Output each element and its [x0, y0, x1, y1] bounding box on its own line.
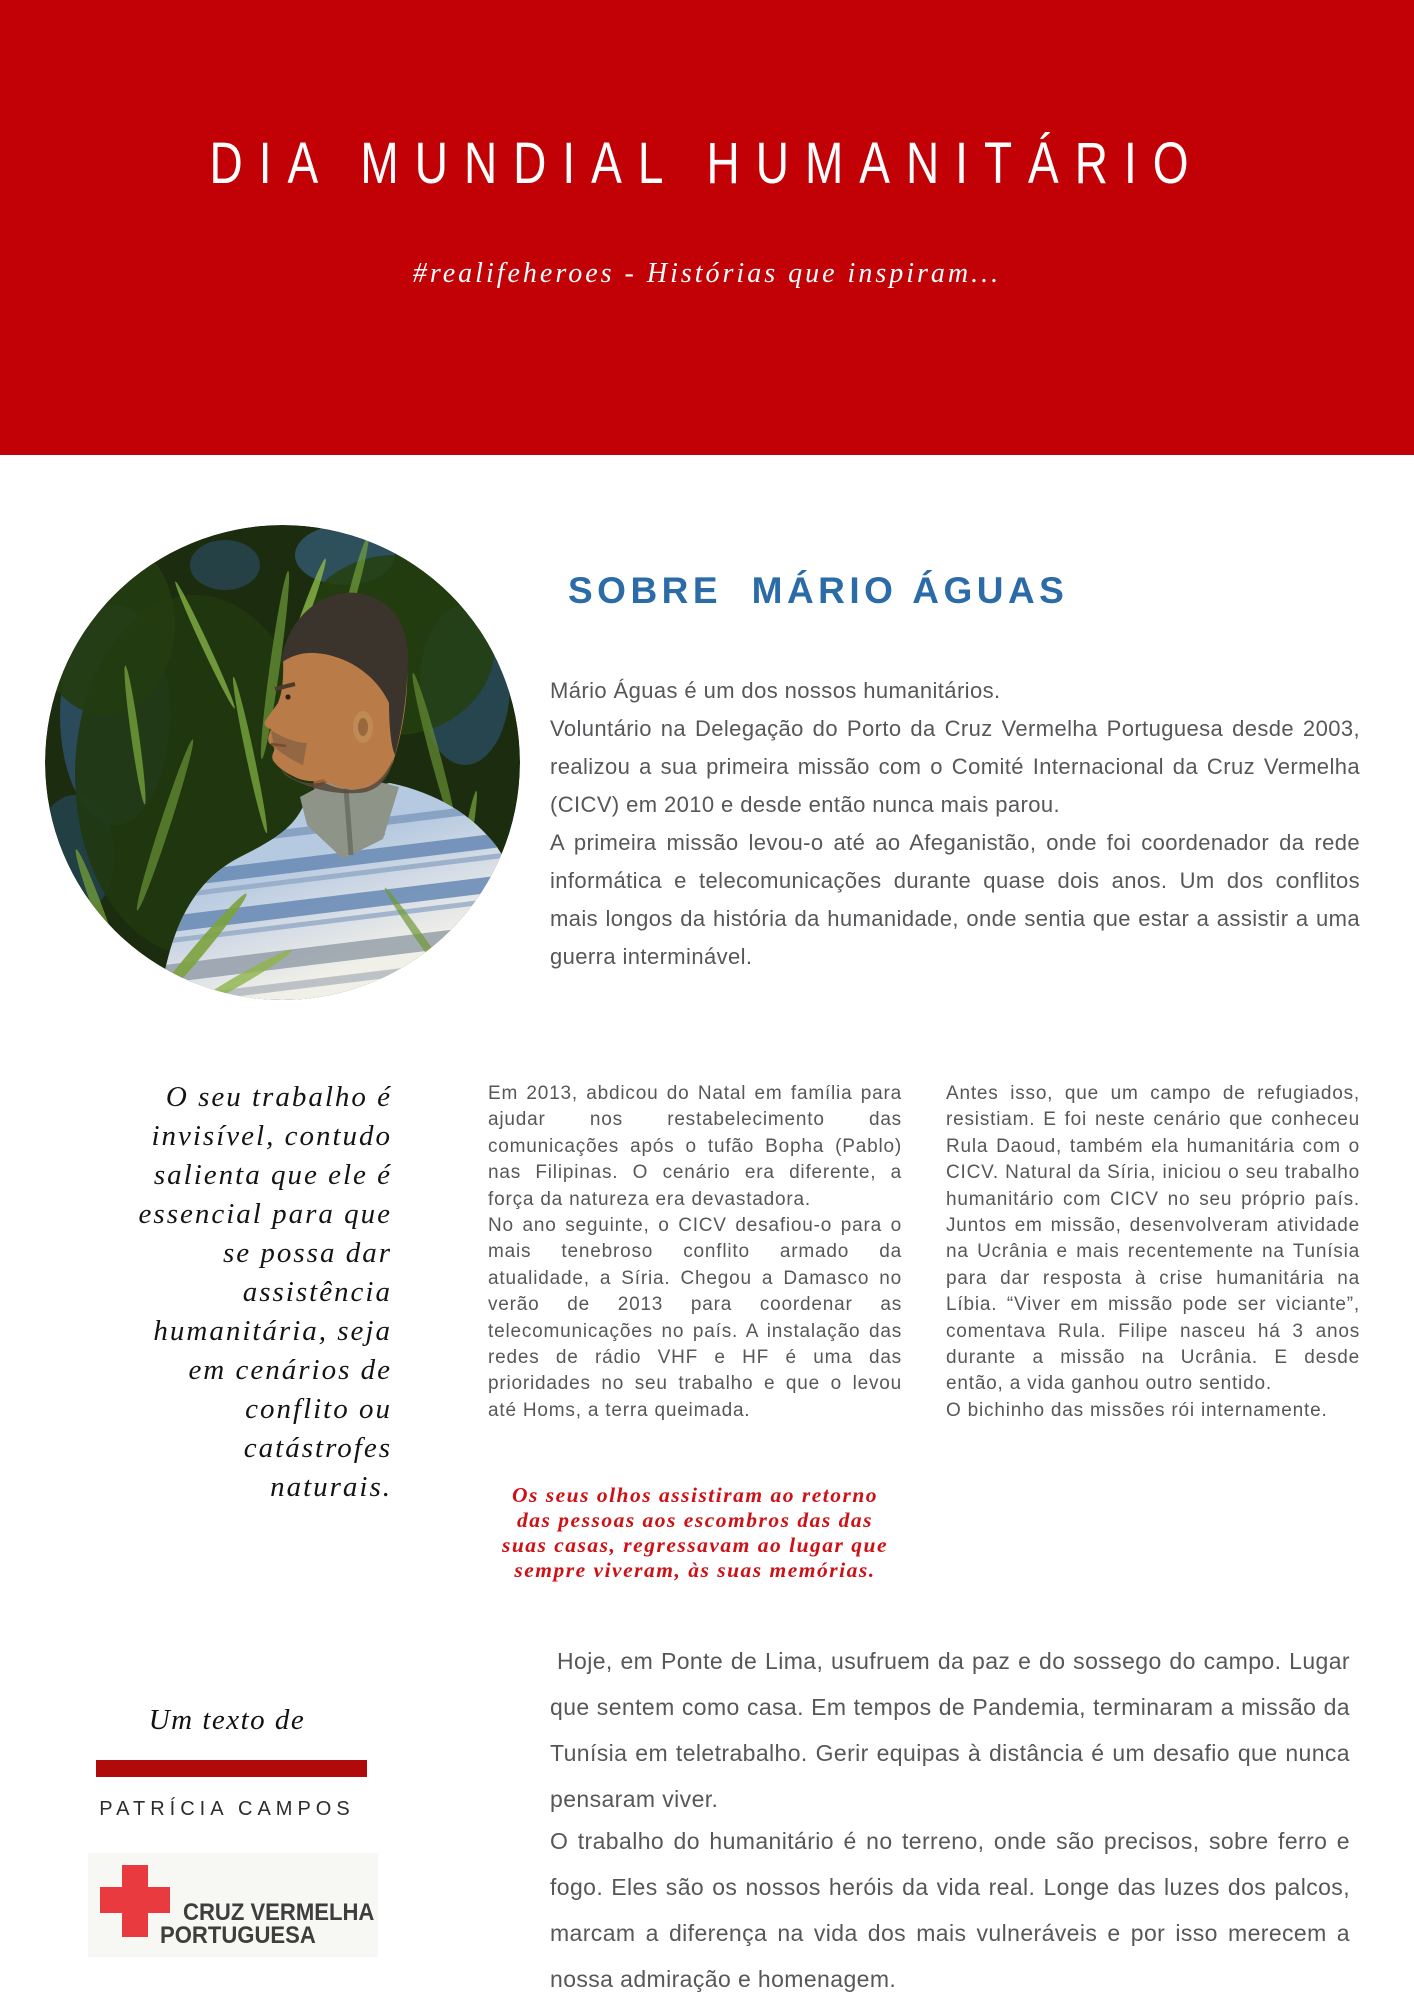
pull-quote-line: assistência [242, 1276, 392, 1308]
body-paragraph: O bichinho das missões rói internamente. [946, 1399, 1328, 1421]
closing-paragraph: Hoje, em Ponte de Lima, usufruem da paz e do sossego do campo. Lugar que sentem como casa. Em tempos de Pandemia, terminaram a missão da Tunísia em teletrabalho. Gerir equipas à distância é um desafio que nunca pensaram viver. [550, 1648, 1350, 1812]
red-quote-line: das pessoas aos escombros das das [517, 1508, 873, 1532]
portrait-photo [45, 525, 520, 1000]
page-title: DIA MUNDIAL HUMANITÁRIO [209, 129, 1205, 196]
red-highlight-quote [478, 1483, 912, 1583]
logo-text-line: CRUZ VERMELHA [183, 1899, 375, 1926]
pull-quote-line: catástrofes [243, 1432, 392, 1464]
pull-quote-line: essencial para que [138, 1198, 392, 1230]
pull-quote-line: em cenários de [188, 1354, 392, 1386]
body-paragraph: Em 2013, abdicou do Natal em família para ajudar nos restabelecimento das comunicações após o tufão Bopha (Pablo) nas Filipinas. O cenário era diferente, a força da natureza era devastadora. [488, 1083, 902, 1210]
about-paragraph: Mário Águas é um dos nossos humanitários. [550, 678, 1001, 703]
pull-quote-line: conflito ou [245, 1393, 392, 1425]
about-paragraph: A primeira missão levou-o até ao Afeganistão, onde foi coordenador da rede informática e telecomunicações durante quase dois anos. Um dos conflitos mais longos da história da humanidade, onde sentia que estar a assistir a uma guerra interminável. [550, 830, 1360, 969]
red-quote-line: sempre viveram, às suas memórias. [514, 1558, 876, 1582]
page-subtitle: #realifeheroes - Histórias que inspiram... [412, 258, 1002, 289]
red-quote-line: suas casas, regressavam ao lugar que [501, 1533, 889, 1557]
pull-quote [70, 1078, 392, 1507]
pull-quote-line: naturais. [270, 1471, 392, 1503]
pull-quote-line: invisível, contudo [151, 1120, 392, 1152]
portrait-photo-illustration [45, 525, 520, 1000]
byline-red-bar [96, 1760, 367, 1777]
about-intro-text [550, 672, 1360, 976]
about-paragraph: Voluntário na Delegação do Porto da Cruz Vermelha Portuguesa desde 2003, realizou a sua primeira missão com o Comité Internacional da Cruz Vermelha (CICV) em 2010 e desde então nunca mais parou. [550, 716, 1360, 817]
closing-paragraph: O trabalho do humanitário é no terreno, onde são precisos, sobre ferro e fogo. Eles são os nossos heróis da vida real. Longe das luzes dos palcos, marcam a diferença na vida dos mais vulneráveis e por isso merecem a nossa admiração e homenagem. [550, 1828, 1350, 1992]
body-paragraph: Antes isso, que um campo de refugiados, resistiam. E foi neste cenário que conheceu Rula Daoud, também ela humanitária com o CICV. Natural da Síria, iniciou o seu trabalho humanitário com CICV no seu próprio país. Juntos em missão, desenvolveram atividade na Ucrânia e mais recentemente na Tunísia para dar resposta à crise humanitária na Líbia. “Viver em missão pode ser viciante”, comentava Rula. Filipe nasceu há 3 anos durante a missão na Ucrânia. E desde então, a vida ganhou outro sentido. [946, 1083, 1360, 1395]
red-cross-icon [100, 1887, 170, 1913]
body-paragraph: No ano seguinte, o CICV desafiou-o para o mais tenebroso conflito armado da atualidade, a Síria. Chegou a Damasco no verão de 2013 para coordenar as telecomunicações no país. A instalação das redes de rádio VHF e HF é uma das prioridades no seu trabalho e que o levou até Homs, a terra queimada. [488, 1215, 902, 1421]
section-heading-sobre: SOBRE MÁRIO ÁGUAS [568, 570, 1069, 611]
byline-author: PATRÍCIA CAMPOS [99, 1798, 355, 1820]
cruz-vermelha-logo [88, 1853, 378, 1957]
pull-quote-line: O seu trabalho é [165, 1081, 392, 1113]
red-quote-line: Os seus olhos assistiram ao retorno [511, 1483, 879, 1507]
body-column-right [946, 1081, 1360, 1424]
byline-lead-in: Um texto de [148, 1704, 306, 1736]
hero-banner [0, 0, 1414, 455]
pull-quote-line: salienta que ele é [153, 1159, 392, 1191]
body-column-left [488, 1081, 902, 1424]
pull-quote-line: humanitária, seja [153, 1315, 392, 1347]
pull-quote-line: se possa dar [222, 1237, 392, 1269]
logo-text-line: PORTUGUESA [160, 1922, 316, 1949]
